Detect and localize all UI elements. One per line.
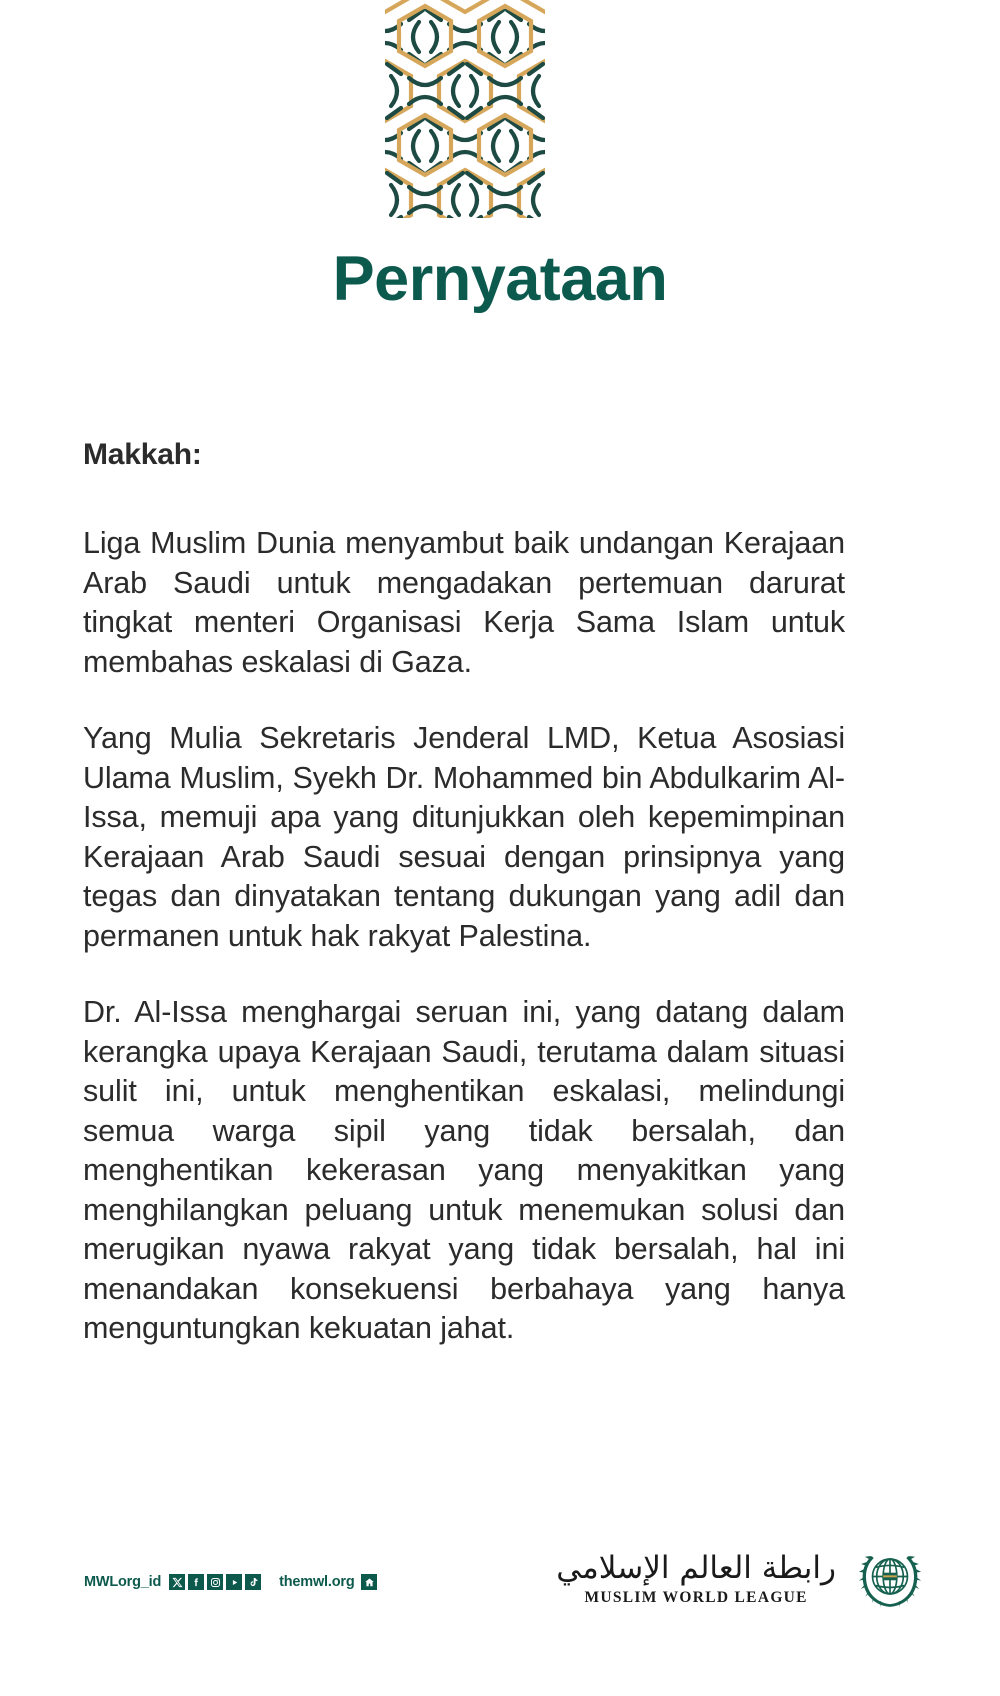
paragraph-2: Yang Mulia Sekretaris Jenderal LMD, Ketua Asosiasi Ulama Muslim, Syekh Dr. Mohammed bin Abdulkarim Al-Issa, memuji apa yang ditunjukkan oleh kepemimpinan Kerajaan Arab Saudi sesuai dengan prinsipnya yang tegas dan dinyatakan tentang dukungan yang adil dan permanen untuk hak rakyat Palestina. bbox=[83, 721, 845, 953]
paragraph-3: Dr. Al-Issa menghargai seruan ini, yang datang dalam kerangka upaya Kerajaan Saudi, terutama dalam situasi sulit ini, untuk menghentikan eskalasi, melindungi semua warga sipil yang tidak bersalah, dan menghentikan kekerasan yang menyakitkan yang menghilangkan peluang untuk menemukan solusi dan merugikan nyawa rakyat yang tidak bersalah, hal ini menandakan konsekuensi berbahaya yang hanya menguntungkan kekuatan jahat. bbox=[83, 995, 845, 1345]
social-handle: MWLorg_id bbox=[84, 1574, 162, 1590]
mwl-logo-text bbox=[556, 1549, 836, 1608]
website-label[interactable]: themwl.org bbox=[279, 1574, 355, 1590]
social-links bbox=[84, 1574, 377, 1590]
facebook-icon[interactable] bbox=[188, 1574, 204, 1590]
social-icon-group bbox=[169, 1574, 261, 1590]
statement-body bbox=[83, 438, 845, 1349]
youtube-icon[interactable] bbox=[226, 1574, 242, 1590]
paragraph-1: Liga Muslim Dunia menyambut baik undangan Kerajaan Arab Saudi untuk mengadakan pertemuan darurat tingkat menteri Organisasi Kerja Sama Islam untuk membahas eskalasi di Gaza. bbox=[83, 526, 845, 679]
page-title: Pernyataan bbox=[332, 244, 668, 314]
home-icon[interactable] bbox=[361, 1574, 377, 1590]
islamic-geometric-pattern bbox=[385, 0, 545, 218]
mwl-logo bbox=[556, 1540, 928, 1616]
instagram-icon[interactable] bbox=[207, 1574, 223, 1590]
mwl-arabic-name: رابطة العالم الإسلامي bbox=[556, 1549, 836, 1586]
tiktok-icon[interactable] bbox=[245, 1574, 261, 1590]
mwl-globe-wreath-emblem bbox=[852, 1540, 928, 1616]
dateline: Makkah: bbox=[83, 438, 202, 471]
x-twitter-icon[interactable] bbox=[169, 1574, 185, 1590]
footer bbox=[0, 1530, 1000, 1650]
mwl-english-name: MUSLIM WORLD LEAGUE bbox=[584, 1589, 808, 1607]
